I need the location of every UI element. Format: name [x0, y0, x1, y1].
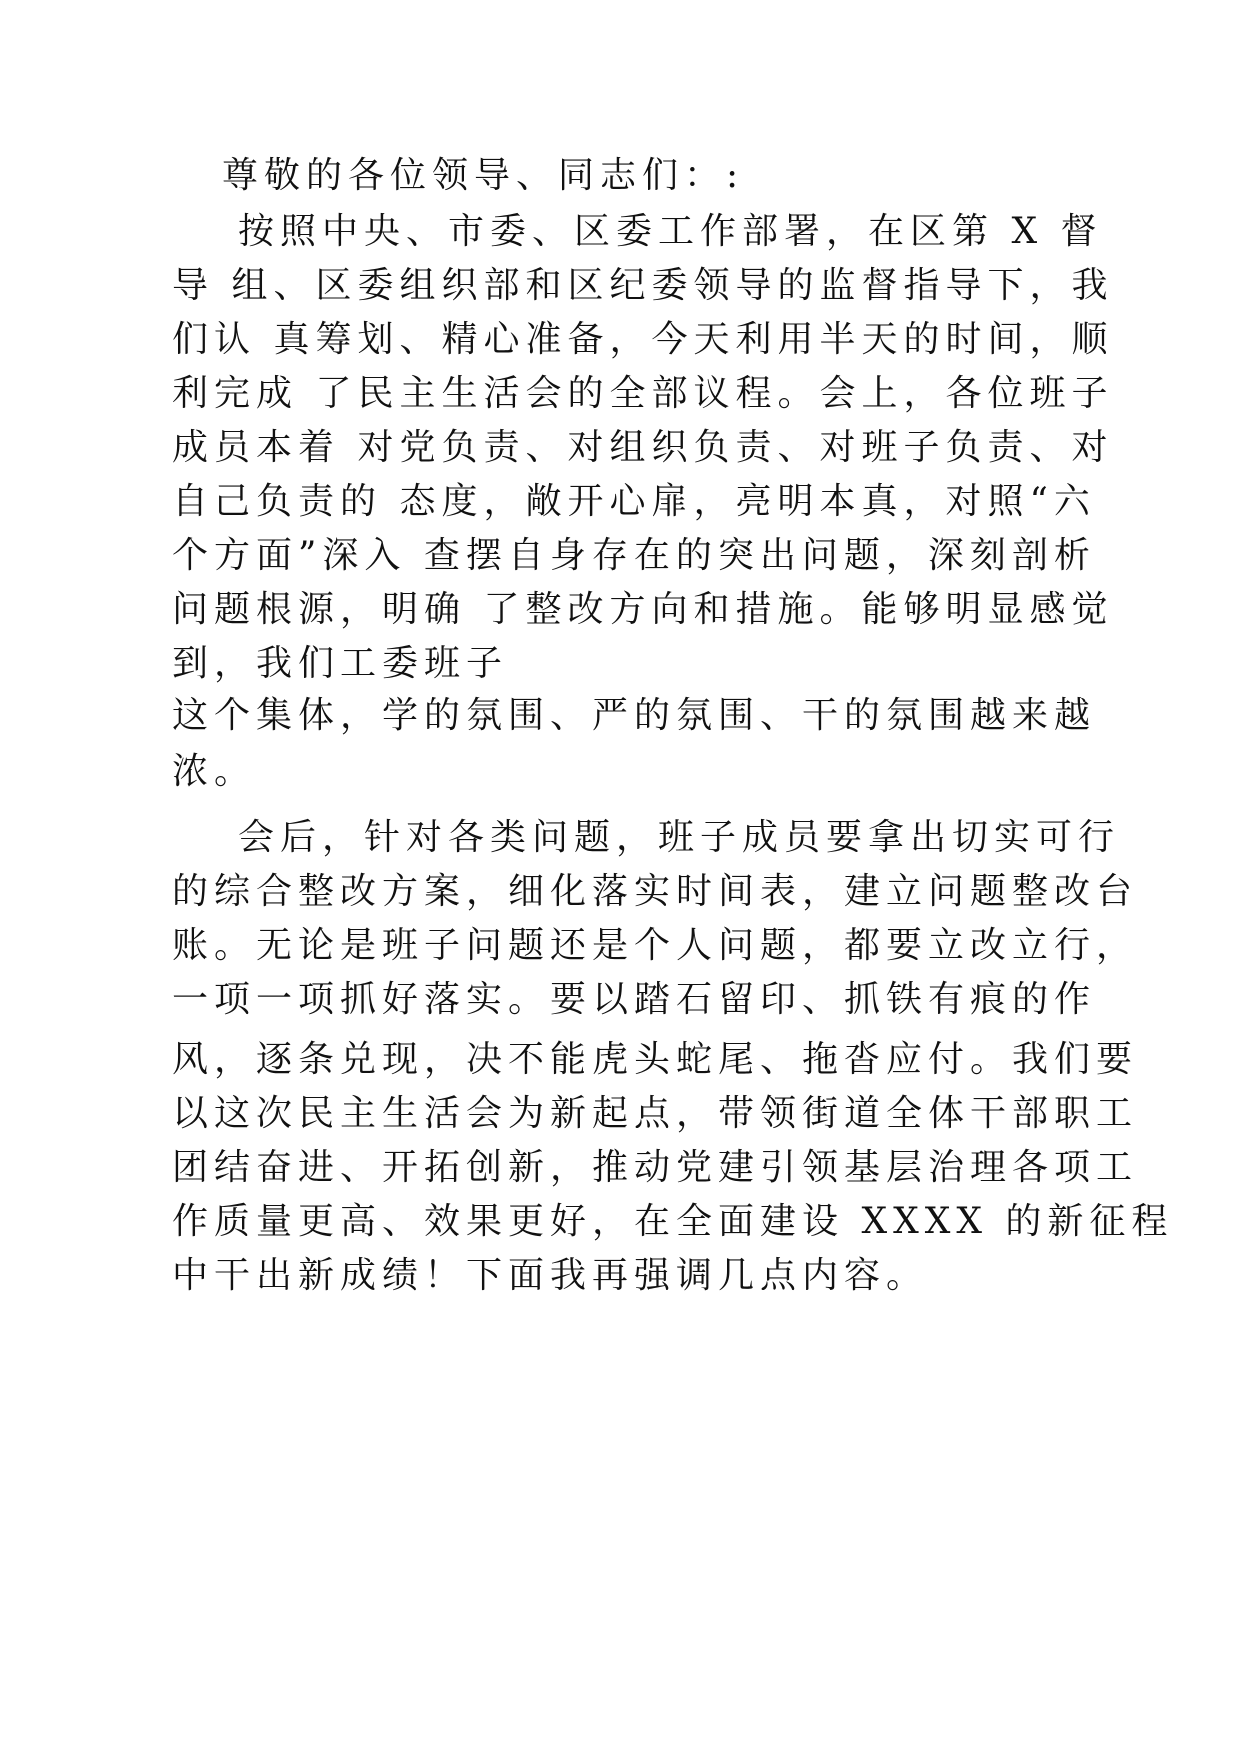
paragraph-1-line-4: 利完成 了民主生活会的全部议程。会上，各位班子	[172, 373, 1114, 414]
paragraph-2-line-3: 账。无论是班子问题还是个人问题，都要立改立行，	[172, 925, 1139, 966]
paragraph-2-line-9: 中干出新成绩！下面我再强调几点内容。	[172, 1255, 929, 1296]
paragraph-2-line-2: 的综合整改方案，细化落实时间表，建立问题整改台	[172, 871, 1139, 912]
paragraph-1-line-3: 们认 真筹划、精心准备，今天利用半天的时间，顺	[172, 319, 1114, 360]
paragraph-1-line-1: 按照中央、市委、区委工作部署，在区第 X 督	[238, 211, 1103, 252]
paragraph-1-line-2: 导 组、区委组织部和区纪委领导的监督指导下，我	[172, 265, 1114, 306]
paragraph-1-line-8: 问题根源，明确 了整改方向和措施。能够明显感觉	[172, 589, 1114, 630]
paragraph-1-line-5: 成员本着 对党负责、对组织负责、对班子负责、对	[172, 427, 1114, 468]
paragraph-1-line-10: 这个集体，学的氛围、严的氛围、干的氛围越来越	[172, 695, 1097, 736]
paragraph-2-line-8: 作质量更高、效果更好，在全面建设 XXXX 的新征程	[172, 1201, 1174, 1242]
paragraph-2-line-5: 风，逐条兑现，决不能虎头蛇尾、拖沓应付。我们要	[172, 1039, 1139, 1080]
paragraph-2-line-6: 以这次民主生活会为新起点，带领街道全体干部职工	[172, 1093, 1139, 1134]
salutation-line: 尊敬的各位领导、同志们：:	[222, 155, 745, 196]
paragraph-1-line-6: 自己负责的 态度，敞开心扉，亮明本真，对照“六	[172, 481, 1096, 522]
paragraph-2-line-4: 一项一项抓好落实。要以踏石留印、抓铁有痕的作	[172, 979, 1097, 1020]
paragraph-1-line-7: 个方面”深入 查摆自身存在的突出问题，深刻剖析	[172, 535, 1096, 576]
paragraph-2-line-1: 会后，针对各类问题，班子成员要拿出切实可行	[238, 817, 1121, 858]
paragraph-2-line-7: 团结奋进、开拓创新，推动党建引领基层治理各项工	[172, 1147, 1139, 1188]
paragraph-1-line-11: 浓。	[172, 751, 257, 792]
paragraph-1-line-9: 到，我们工委班子	[172, 643, 509, 684]
